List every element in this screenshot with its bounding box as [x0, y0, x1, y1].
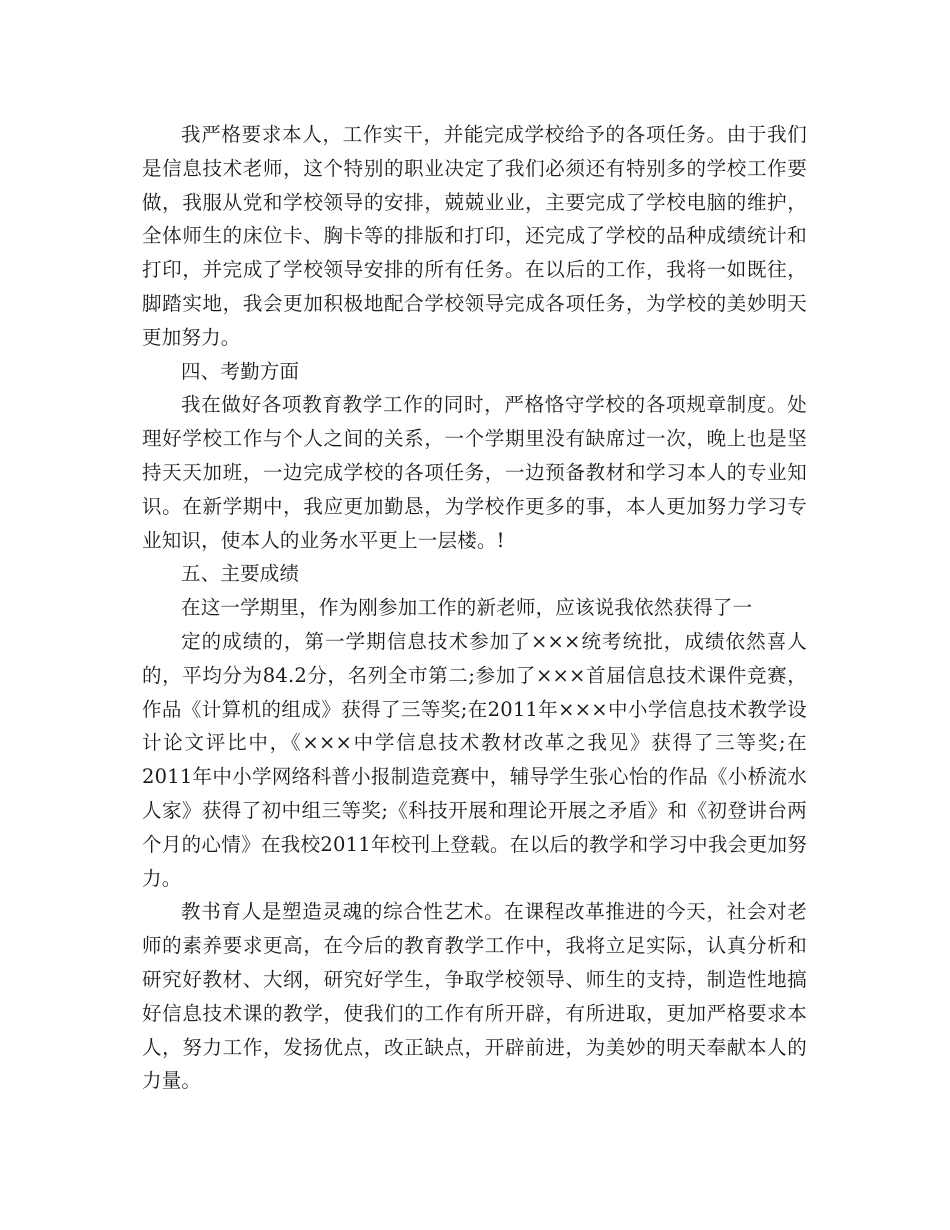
paragraph-achievements-detail: 定的成绩的，第一学期信息技术参加了×××统考统批，成绩依然喜人的，平均分为84.2分，名列全市第二;参加了×××首届信息技术课件竞赛，作品《计算机的组成》获得了三等奖;在2011年×××中小学信息技术教学设计论文评比中，《×××中学信息技术教材改革之我见》获得了三等奖;在2011年中小学网络科普小报制造竞赛中，辅导学生张心怡的作品《小桥流水人家》获得了初中组三等奖;《科技开展和理论开展之矛盾》和《初登讲台两个月的心情》在我校2011年校刊上登载。在以后的教学和学习中我会更加努力。	[142, 629, 807, 890]
paragraph-achievements-intro: 在这一学期里，作为刚参加工作的新老师，应该说我依然获得了一	[181, 596, 753, 620]
section-heading-attendance: 四、考勤方面	[181, 359, 300, 383]
document-body	[142, 118, 807, 1098]
paragraph-attendance: 我在做好各项教育教学工作的同时，严格恪守学校的各项规章制度。处理好学校工作与个人之间的关系，一个学期里没有缺席过一次，晚上也是坚持天天加班，一边完成学校的各项任务，一边预备教材和学习本人的专业知识。在新学期中，我应更加勤恳，为学校作更多的事，本人更加努力学习专业知识，使本人的业务水平更上一层楼。!	[142, 393, 807, 552]
paragraph-conclusion: 教书育人是塑造灵魂的综合性艺术。在课程改革推进的今天，社会对老师的素养要求更高，在今后的教育教学工作中，我将立足实际，认真分析和研究好教材、大纲，研究好学生，争取学校领导、师生的支持，制造性地搞好信息技术课的教学，使我们的工作有所开辟，有所进取，更加严格要求本人，努力工作，发扬优点，改正缺点，开辟前进，为美妙的明天奉献本人的力量。	[142, 900, 807, 1093]
section-heading-achievements: 五、主要成绩	[181, 562, 300, 586]
paragraph-duties: 我严格要求本人，工作实干，并能完成学校给予的各项任务。由于我们是信息技术老师，这个特别的职业决定了我们必须还有特别多的学校工作要做，我服从党和学校领导的安排，兢兢业业，主要完成了学校电脑的维护，全体师生的床位卡、胸卡等的排版和打印，还完成了学校的品种成绩统计和打印，并完成了学校领导安排的所有任务。在以后的工作，我将一如既往，脚踏实地，我会更加积极地配合学校领导完成各项任务，为学校的美妙明天更加努力。	[142, 123, 807, 349]
